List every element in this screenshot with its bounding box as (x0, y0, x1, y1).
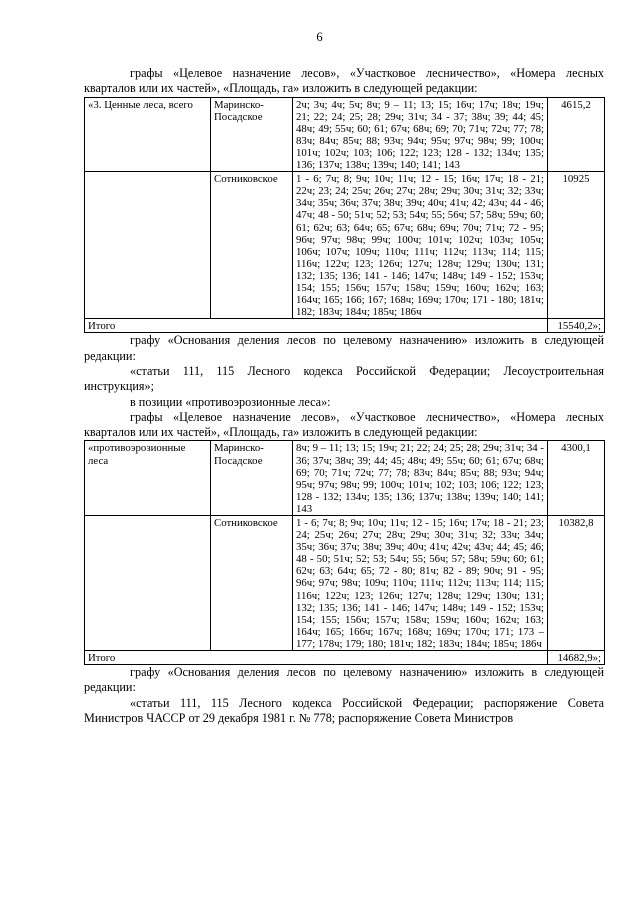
table-row (85, 441, 605, 516)
section1-intro: графы «Целевое назначение лесов», «Участковое лесничество», «Номера лесных кварталов или их частей», «Площадь, га» изложить в следующей редакции: (84, 66, 604, 96)
anti-erosion-forests-table (84, 440, 605, 665)
section1-basis-text: «статьи 111, 115 Лесного кодекса Российской Федерации; Лесоустроительная инструкция»; (84, 363, 604, 394)
total-row (85, 319, 605, 333)
area-cell: 10382,8 (548, 516, 605, 651)
quarters-cell: 1 - 6; 7ч; 8; 9ч; 10ч; 11ч; 12 - 15; 16ч; 17ч; 18 - 21; 23; 24; 25ч; 26ч; 27ч; 28ч; 29ч; 30ч; 31ч; 32; 33ч; 34ч; 35ч; 36ч; 37ч; 38ч; 39ч; 40ч; 41ч; 42ч; 43ч; 44; 45; 46; 48 - 50; 51ч; 52; 53; 54ч; 55; 56ч; 57; 58ч; 59ч; 60; 61; 62ч; 63; 64ч; 65; 72 - 80; 81ч; 82 - 89; 90ч; 91 - 95; 96ч; 97ч; 98ч; 109ч; 110ч; 111ч; 112ч; 113ч; 114; 115; 116ч; 122ч; 123; 126ч; 127ч; 128ч; 129ч; 130ч; 131; 132; 135; 136; 141 - 146; 147ч; 148ч; 149 - 152; 153ч; 154; 155; 156ч; 157ч; 158ч; 159ч; 160ч; 162ч; 163; 164ч; 165; 166ч; 167ч; 168ч; 169ч; 170ч; 171; 173 – 177; 178ч; 179; 180; 181ч; 182; 183ч; 184ч; 185ч; 186ч (293, 516, 548, 651)
total-row (85, 651, 605, 665)
section2-basis-text: «статьи 111, 115 Лесного кодекса Российской Федерации; распоряжение Совета Министров ЧАССР от 29 декабря 1981 г. № 778; распоряжение Совета Министров (84, 695, 604, 726)
category-cell (85, 172, 211, 319)
category-cell: «3. Ценные леса, всего (85, 97, 211, 172)
forestry-cell: Сотниковское (211, 172, 293, 319)
table-row (85, 516, 605, 651)
area-cell: 10925 (548, 172, 605, 319)
quarters-cell: 1 - 6; 7ч; 8; 9ч; 10ч; 11ч; 12 - 15; 16ч; 17ч; 18 - 21; 22ч; 23; 24; 25ч; 26ч; 27ч; 28ч; 29ч; 30ч; 31ч; 32; 33ч; 34ч; 35ч; 36ч; 37ч; 38ч; 39ч; 40ч; 41ч; 42; 43ч; 44 - 46; 47ч; 48 - 50; 51ч; 52; 53; 54ч; 55; 56ч; 57; 58ч; 59ч; 60; 61; 62ч; 63; 64ч; 65; 67ч; 68ч; 69ч; 70ч; 71ч; 72 - 95; 96ч; 97ч; 98ч; 99ч; 100ч; 101ч; 102ч; 103ч; 105ч; 106ч; 107ч; 109ч; 110ч; 111ч; 112ч; 113ч; 114; 115; 116ч; 122ч; 123; 126ч; 127ч; 128ч; 129ч; 130ч; 131; 132; 135; 136; 141 - 146; 147ч; 148ч; 149 - 152; 153ч; 154; 155; 156ч; 157ч; 158ч; 159ч; 160ч; 162ч; 163; 164ч; 165; 166; 167; 168ч; 169ч; 170ч; 171 - 180; 181ч; 182; 183ч; 184ч; 185ч; 186ч (293, 172, 548, 319)
section2-intro: графы «Целевое назначение лесов», «Участковое лесничество», «Номера лесных кварталов или их частей», «Площадь, га» изложить в следующей редакции: (84, 409, 604, 440)
section2-basis-instruction: графу «Основания деления лесов по целевому назначению» изложить в следующей редакции: (84, 665, 604, 695)
quarters-cell: 8ч; 9 – 11; 13; 15; 19ч; 21; 22; 24; 25; 28; 29ч; 31ч; 34 - 36; 37ч; 38ч; 39; 44; 45; 48ч; 49; 55ч; 60; 61; 67ч; 68ч; 69; 70; 71ч; 72ч; 77; 78; 83ч; 84ч; 85ч; 88; 93ч; 94ч; 95ч; 97ч; 98ч; 99; 100ч; 101ч; 102; 103; 106; 122; 123; 128 - 132; 134ч; 135; 136; 137ч; 138ч; 139ч; 140; 141; 143 (293, 441, 548, 516)
total-label: Итого (85, 651, 548, 665)
total-value: 15540,2»; (548, 319, 605, 333)
category-cell: «противоэрозионные леса (85, 441, 211, 516)
area-cell: 4300,1 (548, 441, 605, 516)
forestry-cell: Маринско-Посадское (211, 97, 293, 172)
total-value: 14682,9»; (548, 651, 605, 665)
valuable-forests-table (84, 97, 605, 334)
quarters-cell: 2ч; 3ч; 4ч; 5ч; 8ч; 9 – 11; 13; 15; 16ч; 17ч; 18ч; 19ч; 21; 22; 24; 25; 28; 29ч; 31ч; 34 - 37; 38ч; 39; 44; 45; 48ч; 49; 55ч; 60; 61; 67ч; 68ч; 69; 70; 71ч; 72ч; 77; 78; 83ч; 84ч; 85ч; 88; 93ч; 94ч; 95ч; 97ч; 98ч; 99; 100ч; 101ч; 102ч; 103; 106; 122; 123; 128 - 132; 134ч; 135; 136; 137ч; 138ч; 139ч; 140; 141; 143 (293, 97, 548, 172)
total-label: Итого (85, 319, 548, 333)
category-cell (85, 516, 211, 651)
section1-basis-instruction: графу «Основания деления лесов по целевому назначению» изложить в следующей редакции: (84, 333, 604, 363)
forestry-cell: Маринско-Посадское (211, 441, 293, 516)
area-cell: 4615,2 (548, 97, 605, 172)
forestry-cell: Сотниковское (211, 516, 293, 651)
table-row (85, 172, 605, 319)
document-body (84, 66, 604, 726)
section2-position: в позиции «противоэрозионные леса»: (130, 394, 331, 409)
table-row (85, 97, 605, 172)
page-number: 6 (316, 30, 323, 44)
